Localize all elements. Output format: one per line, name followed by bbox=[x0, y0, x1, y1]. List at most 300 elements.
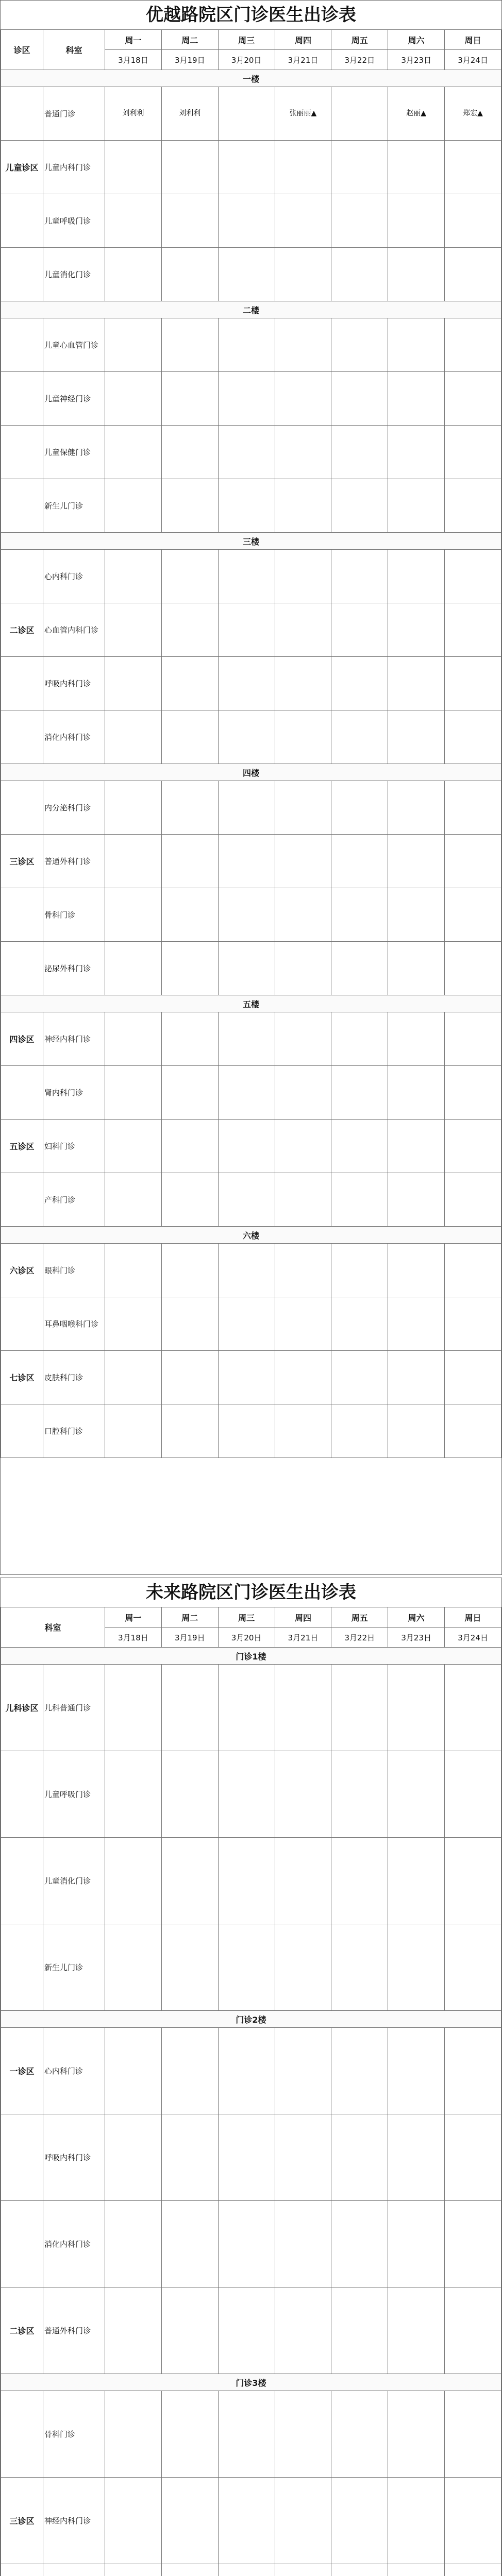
doctor-cell bbox=[275, 2478, 331, 2564]
area-cell: 儿童诊区 bbox=[1, 141, 43, 194]
area-cell bbox=[1, 1297, 43, 1351]
doctor-cell bbox=[161, 426, 218, 479]
day-header: 周二 bbox=[161, 30, 218, 50]
table-row bbox=[1, 2287, 501, 2374]
floor-label: 三楼 bbox=[1, 533, 501, 550]
doctor-cell bbox=[331, 372, 388, 426]
doctor-cell bbox=[445, 2114, 501, 2201]
doctor-cell bbox=[331, 2287, 388, 2374]
doctor-cell bbox=[331, 2391, 388, 2478]
doctor-cell bbox=[161, 2478, 218, 2564]
doctor-cell bbox=[105, 1066, 162, 1120]
doctor-cell bbox=[218, 657, 275, 710]
doctor-cell bbox=[388, 372, 445, 426]
doctor-cell bbox=[218, 479, 275, 533]
table-row bbox=[1, 835, 501, 888]
area-cell: 三诊区 bbox=[1, 835, 43, 888]
doctor-cell bbox=[388, 603, 445, 657]
doctor-cell bbox=[105, 2564, 162, 2576]
area-cell: 三诊区 bbox=[1, 2478, 43, 2564]
doctor-cell bbox=[445, 781, 501, 835]
doctor-cell bbox=[218, 603, 275, 657]
doctor-cell bbox=[105, 888, 162, 942]
date-header: 3月23日 bbox=[388, 1628, 445, 1648]
day-header: 周六 bbox=[388, 1607, 445, 1628]
dept-cell: 心内科门诊 bbox=[43, 550, 105, 603]
table-row bbox=[1, 2028, 501, 2114]
doctor-cell bbox=[218, 2478, 275, 2564]
table-row bbox=[1, 942, 501, 995]
doctor-cell bbox=[275, 1404, 331, 1458]
doctor-cell bbox=[445, 479, 501, 533]
doctor-cell bbox=[331, 141, 388, 194]
dept-cell: 骨科门诊 bbox=[43, 888, 105, 942]
doctor-cell bbox=[331, 479, 388, 533]
day-header: 周三 bbox=[218, 1607, 275, 1628]
doctor-cell bbox=[161, 603, 218, 657]
day-header: 周六 bbox=[388, 30, 445, 50]
doctor-cell bbox=[218, 1751, 275, 1838]
doctor-cell bbox=[388, 2478, 445, 2564]
doctor-cell bbox=[388, 194, 445, 248]
date-header: 3月24日 bbox=[445, 50, 501, 70]
doctor-cell bbox=[331, 2201, 388, 2287]
doctor-cell: 刘利利 bbox=[105, 87, 162, 141]
doctor-cell bbox=[388, 1120, 445, 1173]
doctor-cell bbox=[445, 1012, 501, 1066]
area-cell bbox=[1, 657, 43, 710]
doctor-cell bbox=[105, 835, 162, 888]
doctor-cell bbox=[218, 1244, 275, 1297]
doctor-cell bbox=[445, 1838, 501, 1924]
doctor-cell bbox=[218, 1924, 275, 2011]
doctor-cell bbox=[445, 1751, 501, 1838]
doctor-cell bbox=[275, 372, 331, 426]
doctor-cell bbox=[331, 1173, 388, 1227]
doctor-cell bbox=[445, 550, 501, 603]
doctor-cell bbox=[275, 781, 331, 835]
doctor-cell bbox=[275, 2564, 331, 2576]
day-header: 周五 bbox=[331, 1607, 388, 1628]
doctor-cell bbox=[331, 1924, 388, 2011]
dept-cell: 神经内科门诊 bbox=[43, 2478, 105, 2564]
area-cell bbox=[1, 888, 43, 942]
doctor-cell bbox=[445, 1924, 501, 2011]
day-header: 周四 bbox=[275, 1607, 331, 1628]
doctor-cell bbox=[388, 2114, 445, 2201]
doctor-cell bbox=[218, 942, 275, 995]
doctor-cell bbox=[161, 479, 218, 533]
doctor-cell bbox=[105, 2201, 162, 2287]
schedule-sheet-b bbox=[0, 1578, 502, 2576]
doctor-cell bbox=[161, 2287, 218, 2374]
table-row bbox=[1, 1351, 501, 1404]
doctor-cell bbox=[161, 2114, 218, 2201]
doctor-cell bbox=[388, 1924, 445, 2011]
doctor-cell bbox=[218, 318, 275, 372]
dept-cell: 心内科门诊 bbox=[43, 2028, 105, 2114]
table-row bbox=[1, 603, 501, 657]
schedule-table-b bbox=[1, 1607, 501, 2576]
doctor-cell bbox=[445, 141, 501, 194]
table-row bbox=[1, 2478, 501, 2564]
doctor-cell bbox=[218, 2564, 275, 2576]
doctor-cell bbox=[161, 248, 218, 301]
doctor-cell bbox=[161, 710, 218, 764]
doctor-cell bbox=[105, 2028, 162, 2114]
date-header: 3月22日 bbox=[331, 1628, 388, 1648]
doctor-cell bbox=[161, 1244, 218, 1297]
doctor-cell bbox=[388, 835, 445, 888]
doctor-cell bbox=[388, 710, 445, 764]
doctor-cell bbox=[388, 2201, 445, 2287]
doctor-cell bbox=[161, 1838, 218, 1924]
doctor-cell bbox=[275, 888, 331, 942]
area-cell bbox=[1, 710, 43, 764]
area-cell bbox=[1, 2114, 43, 2201]
doctor-cell bbox=[105, 781, 162, 835]
doctor-cell bbox=[388, 2564, 445, 2576]
doctor-cell bbox=[275, 1173, 331, 1227]
doctor-cell bbox=[275, 141, 331, 194]
doctor-cell bbox=[161, 888, 218, 942]
floor-label: 门诊2楼 bbox=[1, 2011, 501, 2028]
doctor-cell bbox=[275, 710, 331, 764]
table-row bbox=[1, 141, 501, 194]
floor-row bbox=[1, 2011, 501, 2028]
table-row bbox=[1, 479, 501, 533]
doctor-cell bbox=[331, 318, 388, 372]
doctor-cell bbox=[275, 1665, 331, 1751]
dept-cell: 眼科门诊 bbox=[43, 1244, 105, 1297]
doctor-cell bbox=[218, 248, 275, 301]
doctor-cell bbox=[331, 426, 388, 479]
doctor-cell bbox=[218, 2028, 275, 2114]
doctor-cell bbox=[275, 1351, 331, 1404]
doctor-cell bbox=[218, 1012, 275, 1066]
area-cell bbox=[1, 194, 43, 248]
table-row bbox=[1, 426, 501, 479]
doctor-cell bbox=[445, 1120, 501, 1173]
table-row bbox=[1, 1244, 501, 1297]
doctor-cell bbox=[275, 479, 331, 533]
doctor-cell bbox=[331, 248, 388, 301]
day-header: 周四 bbox=[275, 30, 331, 50]
doctor-cell bbox=[445, 248, 501, 301]
doctor-cell bbox=[331, 1297, 388, 1351]
date-header: 3月18日 bbox=[105, 1628, 162, 1648]
doctor-cell bbox=[105, 2391, 162, 2478]
dept-cell: 口腔科门诊 bbox=[43, 1404, 105, 1458]
dept-cell: 肾内科门诊 bbox=[43, 1066, 105, 1120]
table-row bbox=[1, 657, 501, 710]
floor-row bbox=[1, 995, 501, 1012]
dept-cell: 新生儿门诊 bbox=[43, 479, 105, 533]
doctor-cell bbox=[161, 1404, 218, 1458]
dept-cell: 消化内科门诊 bbox=[43, 710, 105, 764]
dept-cell: 儿童呼吸门诊 bbox=[43, 1751, 105, 1838]
area-cell: 四诊区 bbox=[1, 1012, 43, 1066]
dept-cell: 儿童保健门诊 bbox=[43, 426, 105, 479]
doctor-cell bbox=[388, 1665, 445, 1751]
doctor-cell bbox=[388, 1838, 445, 1924]
doctor-cell bbox=[218, 550, 275, 603]
doctor-cell bbox=[161, 2201, 218, 2287]
schedule-body-b bbox=[1, 1648, 501, 2576]
doctor-cell bbox=[388, 1751, 445, 1838]
doctor-cell bbox=[218, 2114, 275, 2201]
floor-label: 六楼 bbox=[1, 1227, 501, 1244]
floor-row bbox=[1, 764, 501, 781]
doctor-cell bbox=[445, 372, 501, 426]
doctor-cell bbox=[275, 1120, 331, 1173]
doctor-cell bbox=[331, 194, 388, 248]
table-row bbox=[1, 372, 501, 426]
table-row bbox=[1, 1924, 501, 2011]
doctor-cell bbox=[331, 1066, 388, 1120]
doctor-cell bbox=[275, 2287, 331, 2374]
area-cell bbox=[1, 550, 43, 603]
doctor-cell bbox=[331, 1665, 388, 1751]
doctor-cell bbox=[445, 2564, 501, 2576]
doctor-cell bbox=[105, 710, 162, 764]
doctor-cell bbox=[218, 1665, 275, 1751]
doctor-cell bbox=[275, 1297, 331, 1351]
floor-label: 五楼 bbox=[1, 995, 501, 1012]
area-cell: 五诊区 bbox=[1, 1120, 43, 1173]
doctor-cell bbox=[275, 2201, 331, 2287]
dept-cell: 神经内科门诊 bbox=[43, 1012, 105, 1066]
dept-cell: 耳鼻咽喉科门诊 bbox=[43, 1297, 105, 1351]
doctor-cell bbox=[105, 194, 162, 248]
date-header: 3月20日 bbox=[218, 1628, 275, 1648]
floor-label: 二楼 bbox=[1, 301, 501, 318]
dept-cell: 内分泌科门诊 bbox=[43, 781, 105, 835]
doctor-cell bbox=[105, 1924, 162, 2011]
doctor-cell bbox=[105, 1665, 162, 1751]
doctor-cell bbox=[275, 942, 331, 995]
dept-cell: 消化内科门诊 bbox=[43, 2201, 105, 2287]
doctor-cell bbox=[331, 1244, 388, 1297]
doctor-cell bbox=[388, 2287, 445, 2374]
date-header: 3月18日 bbox=[105, 50, 162, 70]
doctor-cell bbox=[161, 141, 218, 194]
dept-cell: 儿童神经门诊 bbox=[43, 372, 105, 426]
doctor-cell: 刘利利 bbox=[161, 87, 218, 141]
doctor-cell bbox=[445, 942, 501, 995]
floor-row bbox=[1, 1648, 501, 1665]
doctor-cell bbox=[105, 1173, 162, 1227]
dept-cell: 儿童消化门诊 bbox=[43, 248, 105, 301]
table-row bbox=[1, 550, 501, 603]
doctor-cell bbox=[388, 942, 445, 995]
doctor-cell bbox=[445, 2287, 501, 2374]
doctor-cell bbox=[275, 1244, 331, 1297]
sheet-title: 优越路院区门诊医生出诊表 bbox=[146, 5, 356, 25]
area-cell bbox=[1, 1404, 43, 1458]
doctor-cell bbox=[331, 1751, 388, 1838]
doctor-cell bbox=[445, 710, 501, 764]
doctor-cell bbox=[105, 1297, 162, 1351]
doctor-cell bbox=[275, 1012, 331, 1066]
day-header: 周一 bbox=[105, 1607, 162, 1628]
doctor-cell bbox=[275, 426, 331, 479]
doctor-cell bbox=[218, 888, 275, 942]
doctor-cell bbox=[275, 1066, 331, 1120]
doctor-cell bbox=[105, 141, 162, 194]
doctor-cell bbox=[388, 657, 445, 710]
doctor-cell bbox=[105, 603, 162, 657]
sheet-title: 未来路院区门诊医生出诊表 bbox=[146, 1582, 356, 1603]
doctor-cell bbox=[388, 1012, 445, 1066]
doctor-cell: 赵丽▲ bbox=[388, 87, 445, 141]
doctor-cell bbox=[161, 2028, 218, 2114]
doctor-cell bbox=[161, 781, 218, 835]
doctor-cell bbox=[388, 1244, 445, 1297]
doctor-cell bbox=[331, 1012, 388, 1066]
doctor-cell bbox=[161, 318, 218, 372]
doctor-cell bbox=[445, 2028, 501, 2114]
dept-cell: 新生儿门诊 bbox=[43, 1924, 105, 2011]
doctor-cell bbox=[105, 479, 162, 533]
doctor-cell bbox=[445, 318, 501, 372]
date-header: 3月24日 bbox=[445, 1628, 501, 1648]
doctor-cell bbox=[388, 1404, 445, 1458]
doctor-cell bbox=[105, 1404, 162, 1458]
day-header: 周日 bbox=[445, 30, 501, 50]
dept-cell: 儿童心血管门诊 bbox=[43, 318, 105, 372]
dept-cell: 儿童消化门诊 bbox=[43, 1838, 105, 1924]
doctor-cell bbox=[331, 550, 388, 603]
doctor-cell bbox=[105, 1751, 162, 1838]
doctor-cell bbox=[445, 1173, 501, 1227]
doctor-cell bbox=[218, 2201, 275, 2287]
doctor-cell bbox=[218, 141, 275, 194]
doctor-cell bbox=[275, 194, 331, 248]
doctor-cell bbox=[388, 2028, 445, 2114]
doctor-cell bbox=[275, 603, 331, 657]
schedule-table-a bbox=[1, 29, 501, 1458]
table-row bbox=[1, 2564, 501, 2576]
dept-cell: 呼吸内科门诊 bbox=[43, 657, 105, 710]
doctor-cell bbox=[161, 2564, 218, 2576]
doctor-cell bbox=[161, 1066, 218, 1120]
dept-cell: 妇科门诊 bbox=[43, 1120, 105, 1173]
doctor-cell bbox=[161, 1751, 218, 1838]
date-header: 3月23日 bbox=[388, 50, 445, 70]
dept-cell: 普通门诊 bbox=[43, 87, 105, 141]
doctor-cell bbox=[275, 835, 331, 888]
doctor-cell bbox=[105, 1012, 162, 1066]
area-cell: 六诊区 bbox=[1, 1244, 43, 1297]
floor-row bbox=[1, 2374, 501, 2391]
table-row bbox=[1, 1665, 501, 1751]
table-row bbox=[1, 2114, 501, 2201]
area-cell bbox=[1, 1066, 43, 1120]
doctor-cell bbox=[161, 1297, 218, 1351]
area-cell bbox=[1, 479, 43, 533]
doctor-cell bbox=[331, 942, 388, 995]
doctor-cell bbox=[218, 1120, 275, 1173]
doctor-cell bbox=[218, 2287, 275, 2374]
doctor-cell bbox=[331, 2564, 388, 2576]
doctor-cell bbox=[331, 87, 388, 141]
table-row bbox=[1, 1751, 501, 1838]
doctor-cell bbox=[275, 1924, 331, 2011]
area-cell: 儿科诊区 bbox=[1, 1665, 43, 1751]
area-cell bbox=[1, 248, 43, 301]
doctor-cell bbox=[218, 1173, 275, 1227]
doctor-cell bbox=[445, 194, 501, 248]
floor-label: 门诊3楼 bbox=[1, 2374, 501, 2391]
doctor-cell bbox=[388, 426, 445, 479]
date-header: 3月21日 bbox=[275, 1628, 331, 1648]
table-row bbox=[1, 87, 501, 141]
area-cell bbox=[1, 1173, 43, 1227]
floor-row bbox=[1, 1227, 501, 1244]
doctor-cell bbox=[331, 603, 388, 657]
doctor-cell bbox=[161, 657, 218, 710]
table-row bbox=[1, 1173, 501, 1227]
doctor-cell bbox=[331, 1351, 388, 1404]
date-header: 3月21日 bbox=[275, 50, 331, 70]
doctor-cell bbox=[105, 318, 162, 372]
doctor-cell bbox=[275, 318, 331, 372]
doctor-cell bbox=[218, 710, 275, 764]
doctor-cell bbox=[331, 1404, 388, 1458]
doctor-cell bbox=[388, 318, 445, 372]
doctor-cell bbox=[105, 248, 162, 301]
doctor-cell bbox=[218, 2391, 275, 2478]
doctor-cell bbox=[161, 1351, 218, 1404]
dept-cell: 普通外科门诊 bbox=[43, 2287, 105, 2374]
doctor-cell bbox=[105, 2478, 162, 2564]
date-header: 3月19日 bbox=[161, 1628, 218, 1648]
doctor-cell bbox=[275, 2114, 331, 2201]
doctor-cell bbox=[275, 657, 331, 710]
doctor-cell bbox=[161, 1012, 218, 1066]
dept-header: 科室 bbox=[43, 30, 105, 70]
doctor-cell bbox=[218, 781, 275, 835]
doctor-cell bbox=[161, 1924, 218, 2011]
doctor-cell bbox=[331, 1120, 388, 1173]
doctor-cell bbox=[388, 2391, 445, 2478]
dept-cell: 骨科门诊 bbox=[43, 2391, 105, 2478]
table-row bbox=[1, 2391, 501, 2478]
doctor-cell bbox=[105, 2114, 162, 2201]
doctor-cell bbox=[388, 888, 445, 942]
area-cell: 一诊区 bbox=[1, 2028, 43, 2114]
dept-cell: 产科门诊 bbox=[43, 1173, 105, 1227]
doctor-cell bbox=[388, 141, 445, 194]
area-cell: 二诊区 bbox=[1, 603, 43, 657]
doctor-cell bbox=[388, 781, 445, 835]
doctor-cell bbox=[218, 372, 275, 426]
table-row bbox=[1, 248, 501, 301]
doctor-cell bbox=[331, 657, 388, 710]
area-cell bbox=[1, 1838, 43, 1924]
doctor-cell bbox=[445, 2478, 501, 2564]
dept-cell bbox=[43, 2564, 105, 2576]
doctor-cell bbox=[218, 835, 275, 888]
doctor-cell bbox=[275, 2391, 331, 2478]
area-cell bbox=[1, 372, 43, 426]
doctor-cell bbox=[275, 1838, 331, 1924]
floor-label: 四楼 bbox=[1, 764, 501, 781]
day-header: 周三 bbox=[218, 30, 275, 50]
doctor-cell bbox=[218, 426, 275, 479]
dept-cell: 心血管内科门诊 bbox=[43, 603, 105, 657]
